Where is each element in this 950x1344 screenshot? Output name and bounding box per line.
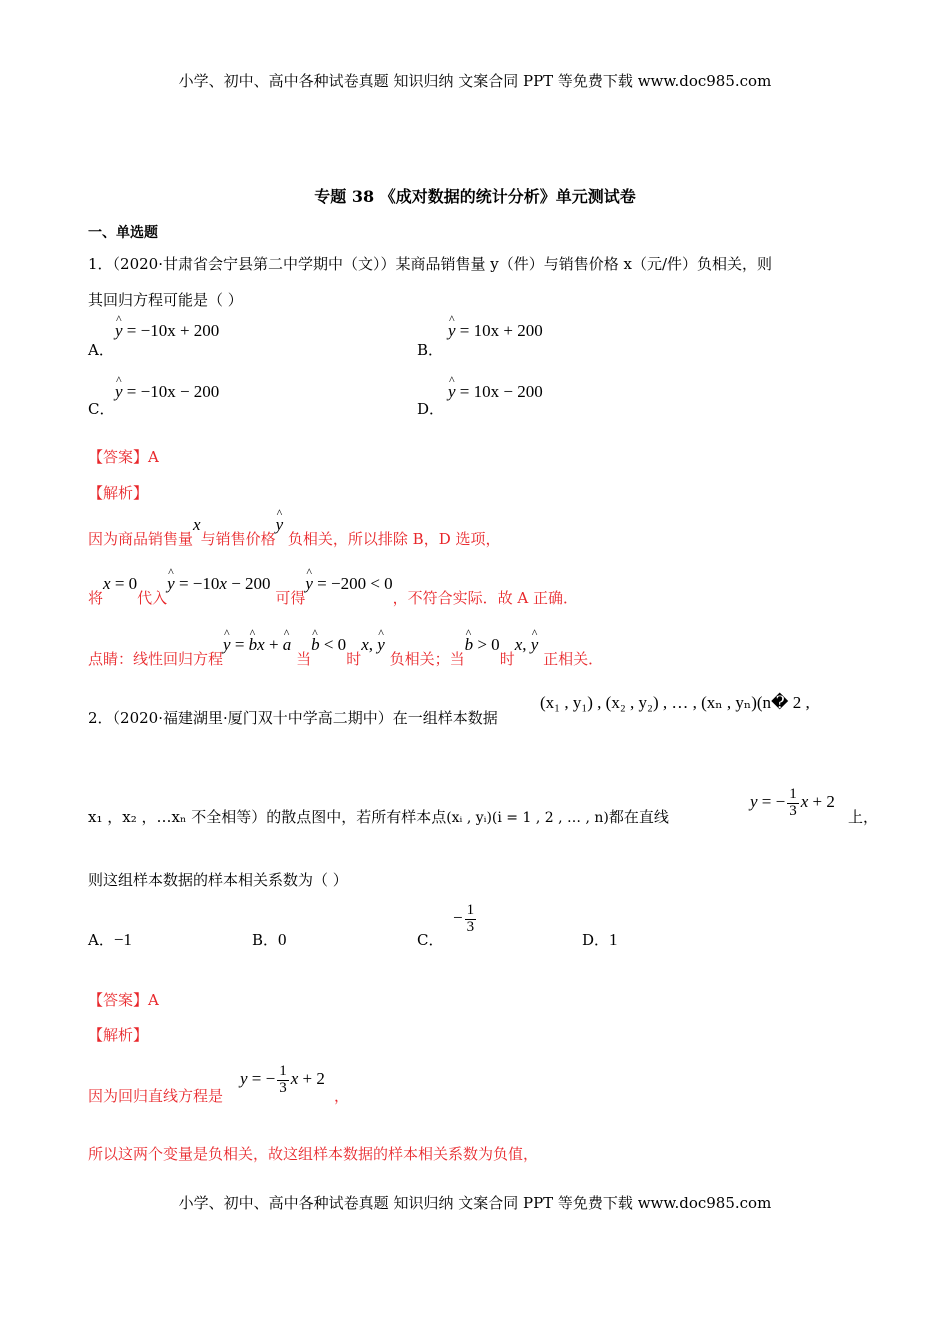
q2-answer: 【答案】A (88, 991, 159, 1009)
q2-explanation-line1: 因为回归直线方程是 (88, 1087, 224, 1105)
q2-explanation-line2: 所以这两个变量是负相关，故这组样本数据的样本相关系数为负值， (88, 1145, 539, 1163)
q2-regression-equation: y = − $\frac{1}{3}$ x + 2 (240, 1063, 325, 1096)
q1-option-d-label: D． (417, 400, 445, 418)
q1-answer: 【答案】A (88, 448, 159, 466)
q2-explanation-line1-end: ， (334, 1087, 350, 1105)
q1-stem-line1: 1．（2020·甘肃省会宁县第二中学期中（文））某商品销售量 y（件）与销售价格 x（元/件）负相关，则 (88, 255, 773, 273)
q1-option-b-label: B． (417, 341, 444, 359)
q1-option-d-formula: ^ y = 10x − 200 (448, 382, 543, 402)
q2-stem-line3: 则这组样本数据的样本相关系数为（ ） (88, 871, 348, 889)
q2-stem-line1-math: (x₁ , y₁) , (x₂ , y₂) , … , (xₙ , yₙ)(n� 2 , (540, 693, 810, 712)
q2-option-d: D．1 (582, 930, 618, 949)
q2-stem-line2: x₁ ，x₂ ，…xₙ 不全相等）的散点图中，若所有样本点(xᵢ , yᵢ)(i = 1 , 2 , … , n)都在直线 (88, 808, 669, 826)
q1-analysis-label: 【解析】 (88, 484, 149, 502)
q1-option-c-label: C． (88, 400, 115, 418)
q1-explanation-line2: 将x = 0代入^ y = −10x − 200 可得^ y = −200 < 0，不符合实际．故 A 正确． (88, 587, 578, 608)
q1-stem-line2: 其回归方程可能是（ ） (88, 291, 243, 309)
q2-option-b: B．0 (252, 930, 287, 949)
q1-option-a-label: A． (88, 341, 114, 359)
q2-stem-line2-end: 上， (848, 808, 879, 826)
q1-option-a-formula: ^ y = −10x + 200 (115, 321, 219, 341)
page-header: 小学、初中、高中各种试卷真题 知识归纳 文案合同 PPT 等免费下载 www.doc985.com (178, 72, 772, 90)
q2-option-a: A．−1 (88, 930, 132, 949)
q1-option-c-formula: ^ y = −10x − 200 (115, 382, 219, 402)
q2-stem-line1-text: 2．（2020·福建湖里·厦门双十中学高二期中）在一组样本数据 (88, 709, 498, 727)
q1-note: 点睛：线性回归方程^ y = ^ bx + ^ a 当^ b < 0时x, ^ y 负相关；当^ b > 0时x, ^ y 正相关． (88, 648, 603, 669)
q1-explanation-line1: 因为商品销售量x与销售价格^ y 负相关，所以排除 B，D 选项， (88, 528, 501, 549)
q2-analysis-label: 【解析】 (88, 1026, 149, 1044)
page-footer: 小学、初中、高中各种试卷真题 知识归纳 文案合同 PPT 等免费下载 www.doc985.com (178, 1194, 772, 1212)
q1-option-b-formula: ^ y = 10x + 200 (448, 321, 543, 341)
q2-line-equation: y = − $\frac{1}{3}$ x + 2 (750, 786, 835, 819)
q2-option-c-value: − $\frac{1}{3}$ (453, 902, 475, 935)
section-heading: 一、单选题 (88, 225, 158, 241)
q2-option-c-label: C． (417, 931, 444, 949)
doc-title: 专题 38 《成对数据的统计分析》单元测试卷 (314, 187, 636, 206)
